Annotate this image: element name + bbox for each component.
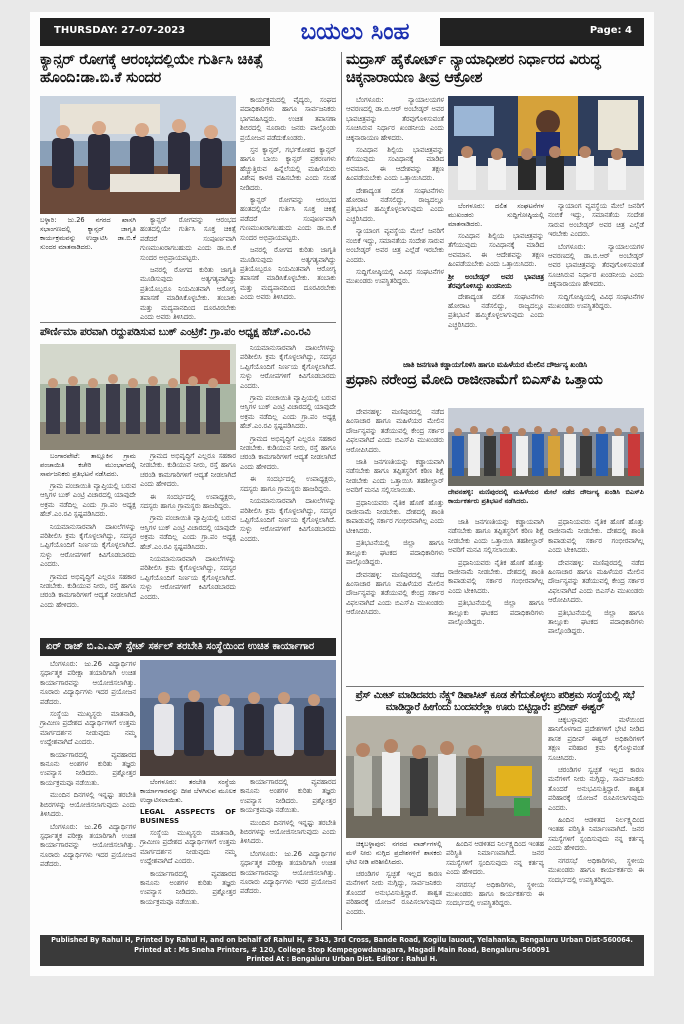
cancer-paragraph: ಜನರಲ್ಲಿ ರೋಗದ ಕುರಿತು ಜಾಗೃತಿ ಮೂಡಿಸುವುದು ಅತ್ಯಗತ್ಯವಾಗಿದ್ದು ಪ್ರತಿಯೊಬ್ಬರೂ ನಿಯಮಿತವಾಗಿ ಆರೋಗ್ಯ ತಪಾಸಣೆ ಮಾಡಿಸಿಕೊಳ್ಳಬೇಕು. ತಂಬಾಕು ಮತ್ತು ಮದ್ಯಪಾನದಿಂದ ದೂರವಿರಬೇಕು ಎಂದು ಅವರು ತಿಳಿಸಿದರು.: [140, 266, 236, 322]
flood-body-col2: [446, 840, 544, 930]
aps-paragraph: ಬೆಂಗಳೂರು: ಜು.26 ವಿದ್ಯಾರ್ಥಿಗಳ ಸ್ಪರ್ಧಾತ್ಮಕ ಪರೀಕ್ಷಾ ತಯಾರಿಗಾಗಿ ಉಚಿತ ಕಾರ್ಯಾಗಾರವನ್ನು ಆಯೋಜಿಸಲಾಗಿತ್ತು. ನೂರಾರು ವಿದ್ಯಾರ್ಥಿಗಳು ಇದರ ಪ್ರಯೋಜನ ಪಡೆದರು.: [40, 660, 136, 706]
gram-paragraph: ಈ ಸಂದರ್ಭದಲ್ಲಿ ಉಪಾಧ್ಯಕ್ಷರು, ಸದಸ್ಯರು ಹಾಗೂ ಗ್ರಾಮಸ್ಥರು ಹಾಜರಿದ್ದರು.: [240, 475, 336, 493]
madras-paragraph: ದೇಶಾದ್ಯಂತ ದಲಿತ ಸಂಘಟನೆಗಳು ಹೋರಾಟ ನಡೆಸಲಿದ್ದು, ರಾಜ್ಯದಲ್ಲೂ ಪ್ರತಿಭಟನೆ ಹಮ್ಮಿಕೊಳ್ಳಲಾಗುವುದು ಎಂದು ಎಚ್ಚರಿಸಿದರು.: [448, 292, 544, 329]
imprint-footer: [40, 935, 644, 966]
flood-headline: ಪ್ರೆಸ್ ಮೀಟ್ ಮಾಡಿದವರು ನೆಕ್ಸ್ಟ್ ಡಿಪಾಸಿಟ್ ಕೂಡ ತೆಗೆದುಕೊಳ್ಳಲು ಪರಿಶ್ರಮ ಸಂಸ್ಥೆಯಲ್ಲಿ ಸಭೆ ಮಾಡಿದ್ದಾರೆ ಹೀಗೆಂದು ಬಂದವರೆಲ್ಲಾ ಊರು ಬಿಟ್ಟಿದ್ದಾರೆ: ಪ್ರದೀಪ್ ಈಶ್ವರ್: [355, 690, 635, 713]
modi-body-col3: [548, 518, 644, 682]
madras-body-col1: [346, 96, 444, 356]
cancer-paragraph: ಸ್ತನ ಕ್ಯಾನ್ಸರ್, ಗರ್ಭಕೋಶದ ಕ್ಯಾನ್ಸರ್ ಹಾಗೂ ಬಾಯಿ ಕ್ಯಾನ್ಸರ್ ಪ್ರಕರಣಗಳು ಹೆಚ್ಚುತ್ತಿರುವ ಹಿನ್ನೆಲೆಯಲ್ಲಿ ಮಹಿಳೆಯರು ವಿಶೇಷ ಕಾಳಜಿ ವಹಿಸಬೇಕು ಎಂದು ಸಲಹೆ ನೀಡಿದರು.: [240, 146, 336, 192]
madras-paragraph: ಸುದ್ದಿಗೋಷ್ಠಿಯಲ್ಲಿ ವಿವಿಧ ಸಂಘಟನೆಗಳ ಮುಖಂಡರು ಉಪಸ್ಥಿತರಿದ್ದರು.: [346, 267, 444, 286]
cancer-caption: ಬಳ್ಳಾರಿ: ಜು.26 ನಗರದ ಖಾಸಗಿ ಸಭಾಂಗಣದಲ್ಲಿ ಕ್ಯಾನ್ಸರ್ ಜಾಗೃತಿ ಕಾರ್ಯಕ್ರಮವನ್ನು ಉದ್ಘಾಟಿಸಿ ಡಾ.ಬಿ.ಕೆ ಸುಂದರ ಮಾತನಾಡಿದರು.: [40, 216, 136, 251]
flood-paragraph: ನಗರಸಭೆ ಅಧಿಕಾರಿಗಳು, ಸ್ಥಳೀಯ ಮುಖಂಡರು ಹಾಗೂ ಕಾರ್ಯಕರ್ತರು ಈ ಸಂದರ್ಭದಲ್ಲಿ ಉಪಸ್ಥಿತರಿದ್ದರು.: [548, 856, 644, 884]
modi-paragraph: ಪ್ರಧಾನಿಯವರು ನೈತಿಕ ಹೊಣೆ ಹೊತ್ತು ರಾಜೀನಾಮೆ ನೀಡಬೇಕು. ದೇಶದಲ್ಲಿ ಶಾಂತಿ ಕಾಪಾಡುವಲ್ಲಿ ಸರ್ಕಾರ ಗಂಭೀರವಾಗಿಲ್ಲ ಎಂದು ಟೀಕಿಸಿದರು.: [548, 518, 644, 555]
aps-paragraph: ಬೆಂಗಳೂರು: ಜು.26 ವಿದ್ಯಾರ್ಥಿಗಳ ಸ್ಪರ್ಧಾತ್ಮಕ ಪರೀಕ್ಷಾ ತಯಾರಿಗಾಗಿ ಉಚಿತ ಕಾರ್ಯಾಗಾರವನ್ನು ಆಯೋಜಿಸಲಾಗಿತ್ತು. ನೂರಾರು ವಿದ್ಯಾರ್ಥಿಗಳು ಇದರ ಪ್ರಯೋಜನ ಪಡೆದರು.: [240, 849, 336, 896]
modi-paragraph: ಜಾತಿ ಜನಗಣತಿಯನ್ನು ಕಡ್ಡಾಯವಾಗಿ ನಡೆಸಬೇಕು ಹಾಗೂ ತಪ್ಪಿತಸ್ಥರಿಗೆ ಕಠಿಣ ಶಿಕ್ಷೆ ನೀಡಬೇಕು ಎಂದು ಒತ್ತಾಯಿಸಿ ತಹಶೀಲ್ದಾರ್ ಅವರಿಗೆ ಮನವಿ ಸಲ್ಲಿಸಲಾಯಿತು.: [346, 458, 444, 495]
gram-paragraph: ನಿಯಮಾನುಸಾರವಾಗಿ ದಾಖಲೆಗಳನ್ನು ಪರಿಶೀಲಿಸಿ ಕ್ರಮ ಕೈಗೊಳ್ಳಲಾಗಿದ್ದು, ಸದಸ್ಯರ ಒಪ್ಪಿಗೆಯೊಂದಿಗೆ ನಿರ್ಣಯ ಕೈಗೊಳ್ಳಲಾಗಿದೆ. ಸುಳ್ಳು ಆರೋಪಗಳಿಗೆ ಕಿವಿಗೊಡಬಾರದು ಎಂದರು.: [40, 522, 136, 569]
aps-subhead: LEGAL ASSPECTS OF BUSINESS: [140, 808, 236, 825]
gram-body-col1: [40, 452, 136, 632]
gram-paragraph: ಗ್ರಾಮದ ಅಭಿವೃದ್ಧಿಗೆ ಎಲ್ಲರೂ ಸಹಕಾರ ನೀಡಬೇಕು. ಕುಡಿಯುವ ನೀರು, ರಸ್ತೆ ಹಾಗೂ ಚರಂಡಿ ಕಾಮಗಾರಿಗಳಿಗೆ ಆದ್ಯತೆ ನೀಡಲಾಗಿದೆ ಎಂದು ಹೇಳಿದರು.: [40, 572, 136, 609]
cancer-paragraph: ಕ್ಯಾನ್ಸರ್ ರೋಗವನ್ನು ಆರಂಭದ ಹಂತದಲ್ಲಿಯೇ ಗುರ್ತಿಸಿ ಸೂಕ್ತ ಚಿಕಿತ್ಸೆ ಪಡೆದರೆ ಸಂಪೂರ್ಣವಾಗಿ ಗುಣಮುಖರಾಗಬಹುದು ಎಂದು ಡಾ.ಬಿ.ಕೆ ಸುಂದರ ಅಭಿಪ್ರಾಯಪಟ್ಟರು.: [240, 196, 336, 242]
modi-kicker: ಜಾತಿ ಜನಗಣತಿ ಕಡ್ಡಾಯಗೊಳಿಸಿ ಹಾಗೂ ಮಹಿಳೆಯರ ಮೇಲಿನ ದೌರ್ಜನ್ಯ ಖಂಡಿಸಿ: [403, 360, 587, 369]
aps-paragraph: ಸಂಸ್ಥೆಯ ಮುಖ್ಯಸ್ಥರು ಮಾತನಾಡಿ, ಗ್ರಾಮೀಣ ಪ್ರದೇಶದ ವಿದ್ಯಾರ್ಥಿಗಳಿಗೆ ಉತ್ತಮ ಮಾರ್ಗದರ್ಶನ ನೀಡುವುದು ನಮ್ಮ ಉದ್ದೇಶವಾಗಿದೆ ಎಂದರು.: [40, 710, 136, 747]
gram-paragraph: ಗ್ರಾಮ ಪಂಚಾಯಿತಿ ವ್ಯಾಪ್ತಿಯಲ್ಲಿ ಬರುವ ಆಸ್ತಿಗಳ ಬುಕ್ ಎಂಟ್ರಿ ವಿಚಾರದಲ್ಲಿ ಯಾವುದೇ ಅಕ್ರಮ ನಡೆದಿಲ್ಲ ಎಂದು ಗ್ರಾ.ಪಂ ಅಧ್ಯಕ್ಷ ಹೆಚ್.ಎಂ.ರವಿ ಸ್ಪಷ್ಟಪಡಿಸಿದರು.: [240, 394, 336, 431]
madras-paragraph: ಬೆಂಗಳೂರು: ನ್ಯಾಯಾಲಯಗಳ ಆವರಣದಲ್ಲಿ ಡಾ.ಬಿ.ಆರ್ ಅಂಬೇಡ್ಕರ್ ಅವರ ಭಾವಚಿತ್ರವನ್ನು ತೆರವುಗೊಳಿಸುವಂತೆ ಸೂಚಿಸಿರುವ ನಿರ್ಧಾರ ಖಂಡನೀಯ ಎಂದು ಚಿಕ್ಕನಾರಾಯಣ ಹೇಳಿದರು.: [548, 242, 644, 289]
flood-paragraph: ನಗರಸಭೆ ಅಧಿಕಾರಿಗಳು, ಸ್ಥಳೀಯ ಮುಖಂಡರು ಹಾಗೂ ಕಾರ್ಯಕರ್ತರು ಈ ಸಂದರ್ಭದಲ್ಲಿ ಉಪಸ್ಥಿತರಿದ್ದರು.: [446, 880, 544, 908]
paper-logo: ಬಯಲು ಸಿಂಹ: [270, 15, 440, 49]
flood-body-col3: [548, 716, 644, 930]
cancer-paragraph: ಜನರಲ್ಲಿ ರೋಗದ ಕುರಿತು ಜಾಗೃತಿ ಮೂಡಿಸುವುದು ಅತ್ಯಗತ್ಯವಾಗಿದ್ದು ಪ್ರತಿಯೊಬ್ಬರೂ ನಿಯಮಿತವಾಗಿ ಆರೋಗ್ಯ ತಪಾಸಣೆ ಮಾಡಿಸಿಕೊಳ್ಳಬೇಕು. ತಂಬಾಕು ಮತ್ತು ಮದ್ಯಪಾನದಿಂದ ದೂರವಿರಬೇಕು ಎಂದು ಅವರು ತಿಳಿಸಿದರು.: [240, 246, 336, 302]
divider: [346, 686, 644, 687]
modi-paragraph: ಪ್ರಧಾನಿಯವರು ನೈತಿಕ ಹೊಣೆ ಹೊತ್ತು ರಾಜೀನಾಮೆ ನೀಡಬೇಕು. ದೇಶದಲ್ಲಿ ಶಾಂತಿ ಕಾಪಾಡುವಲ್ಲಿ ಸರ್ಕಾರ ಗಂಭೀರವಾಗಿಲ್ಲ ಎಂದು ಟೀಕಿಸಿದರು.: [346, 498, 444, 535]
aps-body-col2: [140, 778, 236, 928]
gram-paragraph: ನಿಯಮಾನುಸಾರವಾಗಿ ದಾಖಲೆಗಳನ್ನು ಪರಿಶೀಲಿಸಿ ಕ್ರಮ ಕೈಗೊಳ್ಳಲಾಗಿದ್ದು, ಸದಸ್ಯರ ಒಪ್ಪಿಗೆಯೊಂದಿಗೆ ನಿರ್ಣಯ ಕೈಗೊಳ್ಳಲಾಗಿದೆ. ಸುಳ್ಳು ಆರೋಪಗಳಿಗೆ ಕಿವಿಗೊಡಬಾರದು ಎಂದರು.: [140, 555, 236, 601]
gram-paragraph: ಗ್ರಾಮ ಪಂಚಾಯಿತಿ ವ್ಯಾಪ್ತಿಯಲ್ಲಿ ಬರುವ ಆಸ್ತಿಗಳ ಬುಕ್ ಎಂಟ್ರಿ ವಿಚಾರದಲ್ಲಿ ಯಾವುದೇ ಅಕ್ರಮ ನಡೆದಿಲ್ಲ ಎಂದು ಗ್ರಾ.ಪಂ ಅಧ್ಯಕ್ಷ ಹೆಚ್.ಎಂ.ರವಿ ಸ್ಪಷ್ಟಪಡಿಸಿದರು.: [40, 482, 136, 519]
cancer-body-col3: [240, 96, 336, 318]
madras-body-col2: [448, 202, 544, 356]
cancer-paragraph: ಕ್ಯಾನ್ಸರ್ ರೋಗವನ್ನು ಆರಂಭದ ಹಂತದಲ್ಲಿಯೇ ಗುರ್ತಿಸಿ ಸೂಕ್ತ ಚಿಕಿತ್ಸೆ ಪಡೆದರೆ ಸಂಪೂರ್ಣವಾಗಿ ಗುಣಮುಖರಾಗಬಹುದು ಎಂದು ಡಾ.ಬಿ.ಕೆ ಸುಂದರ ಅಭಿಪ್ರಾಯಪಟ್ಟರು.: [140, 216, 236, 262]
gram-paragraph: ನಿಯಮಾನುಸಾರವಾಗಿ ದಾಖಲೆಗಳನ್ನು ಪರಿಶೀಲಿಸಿ ಕ್ರಮ ಕೈಗೊಳ್ಳಲಾಗಿದ್ದು, ಸದಸ್ಯರ ಒಪ್ಪಿಗೆಯೊಂದಿಗೆ ನಿರ್ಣಯ ಕೈಗೊಳ್ಳಲಾಗಿದೆ. ಸುಳ್ಳು ಆರೋಪಗಳಿಗೆ ಕಿವಿಗೊಡಬಾರದು ಎಂದರು.: [240, 497, 336, 543]
gram-paragraph: ನಿಯಮಾನುಸಾರವಾಗಿ ದಾಖಲೆಗಳನ್ನು ಪರಿಶೀಲಿಸಿ ಕ್ರಮ ಕೈಗೊಳ್ಳಲಾಗಿದ್ದು, ಸದಸ್ಯರ ಒಪ್ಪಿಗೆಯೊಂದಿಗೆ ನಿರ್ಣಯ ಕೈಗೊಳ್ಳಲಾಗಿದೆ. ಸುಳ್ಳು ಆರೋಪಗಳಿಗೆ ಕಿವಿಗೊಡಬಾರದು ಎಂದರು.: [240, 344, 336, 390]
page-number: Page: 4: [589, 25, 632, 36]
aps-paragraph: ಸಂಸ್ಥೆಯ ಮುಖ್ಯಸ್ಥರು ಮಾತನಾಡಿ, ಗ್ರಾಮೀಣ ಪ್ರದೇಶದ ವಿದ್ಯಾರ್ಥಿಗಳಿಗೆ ಉತ್ತಮ ಮಾರ್ಗದರ್ಶನ ನೀಡುವುದು ನಮ್ಮ ಉದ್ದೇಶವಾಗಿದೆ ಎಂದರು.: [140, 829, 236, 866]
aps-photo: [140, 660, 336, 776]
madras-paragraph: ಬೆಂಗಳೂರು: ನ್ಯಾಯಾಲಯಗಳ ಆವರಣದಲ್ಲಿ ಡಾ.ಬಿ.ಆರ್ ಅಂಬೇಡ್ಕರ್ ಅವರ ಭಾವಚಿತ್ರವನ್ನು ತೆರವುಗೊಳಿಸುವಂತೆ ಸೂಚಿಸಿರುವ ನಿರ್ಧಾರ ಖಂಡನೀಯ ಎಂದು ಚಿಕ್ಕನಾರಾಯಣ ಹೇಳಿದರು.: [346, 96, 444, 142]
aps-body-col1: [40, 660, 136, 928]
gram-caption: ಬಂಗಾರಪೇಟೆ: ತಾಲ್ಲೂಕಿನ ಗ್ರಾಮ ಪಂಚಾಯಿತಿ ಕಚೇರಿ ಮುಂಭಾಗದಲ್ಲಿ ಸಾರ್ವಜನಿಕರು ಪ್ರತಿಭಟನೆ ನಡೆಸಿದರು.: [40, 452, 136, 478]
gram-headline: ಪೌರ್ಣಿಮಾ ಪರವಾಗಿ ರದ್ದುಪಡಿಸುವ ಬುಕ್ ಎಂಟ್ರಿಕೆ: ಗ್ರಾ.ಪಂ ಅಧ್ಯಕ್ಷ ಹೆಚ್.ಎಂ.ರವಿ: [40, 326, 311, 338]
madras-headline: ಮದ್ರಾಸ್ ಹೈಕೋರ್ಟ್ ನ್ಯಾಯಾಧೀಶರ ನಿರ್ಧಾರದ ವಿರುದ್ಧ ಚಿಕ್ಕನಾರಾಯಣ ತೀವ್ರ ಆಕ್ರೋಶ: [346, 52, 601, 86]
masthead: [40, 18, 644, 46]
flood-caption: ಚಿಕ್ಕಬಳ್ಳಾಪುರ: ನಗರದ ವಾರ್ಡ್‌ಗಳಲ್ಲಿ ಮಳೆ ನೀರು ನುಗ್ಗಿದ ಪ್ರದೇಶಗಳಿಗೆ ಶಾಸಕರು ಭೇಟಿ ನೀಡಿ ಪರಿಶೀಲಿಸಿದರು.: [346, 840, 442, 866]
cancer-photo: [40, 96, 236, 214]
madras-paragraph: ಸಂವಿಧಾನ ಶಿಲ್ಪಿಯ ಭಾವಚಿತ್ರವನ್ನು ತೆಗೆಯುವುದು ಸಂವಿಧಾನಕ್ಕೆ ಮಾಡಿದ ಅವಮಾನ. ಈ ಆದೇಶವನ್ನು ತಕ್ಷಣ ಹಿಂಪಡೆಯಬೇಕು ಎಂದು ಒತ್ತಾಯಿಸಿದರು.: [346, 146, 444, 183]
divider: [40, 322, 336, 323]
aps-paragraph: ಮುಂದಿನ ದಿನಗಳಲ್ಲಿ ಇನ್ನಷ್ಟು ತರಬೇತಿ ಶಿಬಿರಗಳನ್ನು ಆಯೋಜಿಸಲಾಗುವುದು ಎಂದು ತಿಳಿಸಿದರು.: [240, 818, 336, 846]
madras-paragraph: ನ್ಯಾಯಾಂಗ ವ್ಯವಸ್ಥೆಯ ಮೇಲೆ ಜನರಿಗೆ ನಂಬಿಕೆ ಇದ್ದು, ಸಮಾನತೆಯ ಸಂದೇಶ ಸಾರುವ ಅಂಬೇಡ್ಕರ್ ಅವರ ಚಿತ್ರ ಎಲ್ಲೆಡೆ ಇರಬೇಕು ಎಂದರು.: [548, 202, 644, 239]
madras-caption: ಬೆಂಗಳೂರು: ದಲಿತ ಸಂಘಟನೆಗಳ ಮುಖಂಡರು ಸುದ್ದಿಗೋಷ್ಠಿಯಲ್ಲಿ ಮಾತನಾಡಿದರು.: [448, 202, 544, 228]
flood-paragraph: ಚರಂಡಿಗಳ ಸ್ವಚ್ಛತೆ ಇಲ್ಲದ ಕಾರಣ ಮನೆಗಳಿಗೆ ನೀರು ನುಗ್ಗಿದ್ದು, ಸಾರ್ವಜನಿಕರು ತೊಂದರೆ ಅನುಭವಿಸುತ್ತಿದ್ದಾರೆ. ಶಾಶ್ವತ ಪರಿಹಾರಕ್ಕೆ ಯೋಜನೆ ರೂಪಿಸಲಾಗುವುದು ಎಂದರು.: [548, 766, 644, 812]
madras-body-col3: [548, 202, 644, 356]
madras-subhead: ಶ್ರೀ ಅಂಬೇಡ್ಕರ್ ಅವರ ಭಾವಚಿತ್ರ ತೆರವುಗೊಳಿಸಿದ್ದು ಖಂಡನೀಯ: [448, 272, 544, 290]
flood-paragraph: ಹಿಂದಿನ ಆಡಳಿತದ ನಿರ್ಲಕ್ಷ್ಯದಿಂದ ಇಂತಹ ಪರಿಸ್ಥಿತಿ ನಿರ್ಮಾಣವಾಗಿದೆ. ಜನರ ಸಮಸ್ಯೆಗಳಿಗೆ ಸ್ಪಂದಿಸುವುದು ನನ್ನ ಕರ್ತವ್ಯ ಎಂದು ಹೇಳಿದರು.: [548, 816, 644, 853]
modi-paragraph: ದೇವನಹಳ್ಳಿ: ಮಣಿಪುರದಲ್ಲಿ ನಡೆದ ಹಿಂಸಾಚಾರ ಹಾಗೂ ಮಹಿಳೆಯರ ಮೇಲಿನ ದೌರ್ಜನ್ಯವನ್ನು ತಡೆಯುವಲ್ಲಿ ಕೇಂದ್ರ ಸರ್ಕಾರ ವಿಫಲವಾಗಿದೆ ಎಂದು ಬಿಎಸ್‌ಪಿ ಮುಖಂಡರು ಆರೋಪಿಸಿದರು.: [548, 558, 644, 605]
modi-body-col1: [346, 408, 444, 682]
madras-photo: [448, 96, 644, 200]
modi-body-col2: [448, 518, 544, 682]
aps-paragraph: ಕಾರ್ಯಾಗಾರದಲ್ಲಿ ವ್ಯವಹಾರದ ಕಾನೂನು ಅಂಶಗಳ ಕುರಿತು ತಜ್ಞರು ಉಪನ್ಯಾಸ ನೀಡಿದರು. ಪ್ರಶ್ನೋತ್ತರ ಕಾರ್ಯಕ್ರಮವೂ ನಡೆಯಿತು.: [40, 750, 136, 787]
cancer-paragraph: ಕಾರ್ಯಕ್ರಮದಲ್ಲಿ ವೈದ್ಯರು, ಸಂಘದ ಪದಾಧಿಕಾರಿಗಳು ಹಾಗೂ ಸಾರ್ವಜನಿಕರು ಭಾಗವಹಿಸಿದ್ದರು. ಉಚಿತ ತಪಾಸಣಾ ಶಿಬಿರದಲ್ಲಿ ನೂರಾರು ಜನರು ಪಾಲ್ಗೊಂಡು ಪ್ರಯೋಜನ ಪಡೆದುಕೊಂಡರು.: [240, 96, 336, 142]
gram-paragraph: ಗ್ರಾಮ ಪಂಚಾಯಿತಿ ವ್ಯಾಪ್ತಿಯಲ್ಲಿ ಬರುವ ಆಸ್ತಿಗಳ ಬುಕ್ ಎಂಟ್ರಿ ವಿಚಾರದಲ್ಲಿ ಯಾವುದೇ ಅಕ್ರಮ ನಡೆದಿಲ್ಲ ಎಂದು ಗ್ರಾ.ಪಂ ಅಧ್ಯಕ್ಷ ಹೆಚ್.ಎಂ.ರವಿ ಸ್ಪಷ್ಟಪಡಿಸಿದರು.: [140, 514, 236, 551]
aps-paragraph: ಬೆಂಗಳೂರು: ಜು.26 ವಿದ್ಯಾರ್ಥಿಗಳ ಸ್ಪರ್ಧಾತ್ಮಕ ಪರೀಕ್ಷಾ ತಯಾರಿಗಾಗಿ ಉಚಿತ ಕಾರ್ಯಾಗಾರವನ್ನು ಆಯೋಜಿಸಲಾಗಿತ್ತು. ನೂರಾರು ವಿದ್ಯಾರ್ಥಿಗಳು ಇದರ ಪ್ರಯೋಜನ ಪಡೆದರು.: [40, 822, 136, 869]
modi-paragraph: ಪ್ರತಿಭಟನೆಯಲ್ಲಿ ಜಿಲ್ಲಾ ಹಾಗೂ ತಾಲ್ಲೂಕು ಘಟಕದ ಪದಾಧಿಕಾರಿಗಳು ಪಾಲ್ಗೊಂಡಿದ್ದರು.: [548, 608, 644, 636]
modi-paragraph: ಪ್ರತಿಭಟನೆಯಲ್ಲಿ ಜಿಲ್ಲಾ ಹಾಗೂ ತಾಲ್ಲೂಕು ಘಟಕದ ಪದಾಧಿಕಾರಿಗಳು ಪಾಲ್ಗೊಂಡಿದ್ದರು.: [448, 599, 544, 627]
gram-paragraph: ಗ್ರಾಮದ ಅಭಿವೃದ್ಧಿಗೆ ಎಲ್ಲರೂ ಸಹಕಾರ ನೀಡಬೇಕು. ಕುಡಿಯುವ ನೀರು, ರಸ್ತೆ ಹಾಗೂ ಚರಂಡಿ ಕಾಮಗಾರಿಗಳಿಗೆ ಆದ್ಯತೆ ನೀಡಲಾಗಿದೆ ಎಂದು ಹೇಳಿದರು.: [140, 452, 236, 489]
modi-paragraph: ಜಾತಿ ಜನಗಣತಿಯನ್ನು ಕಡ್ಡಾಯವಾಗಿ ನಡೆಸಬೇಕು ಹಾಗೂ ತಪ್ಪಿತಸ್ಥರಿಗೆ ಕಠಿಣ ಶಿಕ್ಷೆ ನೀಡಬೇಕು ಎಂದು ಒತ್ತಾಯಿಸಿ ತಹಶೀಲ್ದಾರ್ ಅವರಿಗೆ ಮನವಿ ಸಲ್ಲಿಸಲಾಯಿತು.: [448, 518, 544, 555]
column-divider: [341, 52, 342, 930]
flood-paragraph: ಚರಂಡಿಗಳ ಸ್ವಚ್ಛತೆ ಇಲ್ಲದ ಕಾರಣ ಮನೆಗಳಿಗೆ ನೀರು ನುಗ್ಗಿದ್ದು, ಸಾರ್ವಜನಿಕರು ತೊಂದರೆ ಅನುಭವಿಸುತ್ತಿದ್ದಾರೆ. ಶಾಶ್ವತ ಪರಿಹಾರಕ್ಕೆ ಯೋಜನೆ ರೂಪಿಸಲಾಗುವುದು ಎಂದರು.: [346, 870, 442, 916]
madras-paragraph: ದೇಶಾದ್ಯಂತ ದಲಿತ ಸಂಘಟನೆಗಳು ಹೋರಾಟ ನಡೆಸಲಿದ್ದು, ರಾಜ್ಯದಲ್ಲೂ ಪ್ರತಿಭಟನೆ ಹಮ್ಮಿಕೊಳ್ಳಲಾಗುವುದು ಎಂದು ಎಚ್ಚರಿಸಿದರು.: [346, 186, 444, 223]
gram-body-col2: [140, 452, 236, 632]
cancer-body-col2: [140, 216, 236, 322]
aps-body-col3: [240, 778, 336, 928]
modi-photo: [448, 408, 644, 486]
flood-paragraph: ಚಿಕ್ಕಬಳ್ಳಾಪುರ: ಮಳೆಯಿಂದ ಹಾನಿಗೊಳಗಾದ ಪ್ರದೇಶಗಳಿಗೆ ಭೇಟಿ ನೀಡಿದ ಶಾಸಕ ಪ್ರದೀಪ್ ಈಶ್ವರ್ ಅಧಿಕಾರಿಗಳಿಗೆ ತಕ್ಷಣ ಪರಿಹಾರ ಕ್ರಮ ಕೈಗೊಳ್ಳುವಂತೆ ಸೂಚಿಸಿದರು.: [548, 716, 644, 762]
gram-paragraph: ಗ್ರಾಮದ ಅಭಿವೃದ್ಧಿಗೆ ಎಲ್ಲರೂ ಸಹಕಾರ ನೀಡಬೇಕು. ಕುಡಿಯುವ ನೀರು, ರಸ್ತೆ ಹಾಗೂ ಚರಂಡಿ ಕಾಮಗಾರಿಗಳಿಗೆ ಆದ್ಯತೆ ನೀಡಲಾಗಿದೆ ಎಂದು ಹೇಳಿದರು.: [240, 434, 336, 471]
madras-paragraph: ನ್ಯಾಯಾಂಗ ವ್ಯವಸ್ಥೆಯ ಮೇಲೆ ಜನರಿಗೆ ನಂಬಿಕೆ ಇದ್ದು, ಸಮಾನತೆಯ ಸಂದೇಶ ಸಾರುವ ಅಂಬೇಡ್ಕರ್ ಅವರ ಚಿತ್ರ ಎಲ್ಲೆಡೆ ಇರಬೇಕು ಎಂದರು.: [346, 227, 444, 264]
gram-body-col3: [240, 344, 336, 632]
aps-paragraph: ಕಾರ್ಯಾಗಾರದಲ್ಲಿ ವ್ಯವಹಾರದ ಕಾನೂನು ಅಂಶಗಳ ಕುರಿತು ತಜ್ಞರು ಉಪನ್ಯಾಸ ನೀಡಿದರು. ಪ್ರಶ್ನೋತ್ತರ ಕಾರ್ಯಕ್ರಮವೂ ನಡೆಯಿತು.: [240, 778, 336, 815]
aps-headline: ಏರ್ ರಾಜ್ ಬಿ.ಎ.ಎಸ್ ಸ್ಟೇಟ್ ಸರ್ಕಲ್ ತರಬೇತಿ ಸಂಸ್ಥೆಯಿಂದ ಉಚಿತ ಕಾರ್ಯಾಗಾರ: [40, 638, 336, 656]
aps-caption: ಬೆಂಗಳೂರು: ತರಬೇತಿ ಸಂಸ್ಥೆಯ ಕಾರ್ಯಾಗಾರವನ್ನು ದೀಪ ಬೆಳಗಿಸುವ ಮೂಲಕ ಉದ್ಘಾಟಿಸಲಾಯಿತು.: [140, 778, 236, 804]
modi-paragraph: ಪ್ರತಿಭಟನೆಯಲ್ಲಿ ಜಿಲ್ಲಾ ಹಾಗೂ ತಾಲ್ಲೂಕು ಘಟಕದ ಪದಾಧಿಕಾರಿಗಳು ಪಾಲ್ಗೊಂಡಿದ್ದರು.: [346, 539, 444, 567]
modi-paragraph: ಪ್ರಧಾನಿಯವರು ನೈತಿಕ ಹೊಣೆ ಹೊತ್ತು ರಾಜೀನಾಮೆ ನೀಡಬೇಕು. ದೇಶದಲ್ಲಿ ಶಾಂತಿ ಕಾಪಾಡುವಲ್ಲಿ ಸರ್ಕಾರ ಗಂಭೀರವಾಗಿಲ್ಲ ಎಂದು ಟೀಕಿಸಿದರು.: [448, 558, 544, 595]
gram-photo: [40, 344, 236, 450]
modi-caption: ದೇವನಹಳ್ಳಿ: ಮಣಿಪುರದಲ್ಲಿ ಮಹಿಳೆಯರ ಮೇಲೆ ನಡೆದ ದೌರ್ಜನ್ಯ ಖಂಡಿಸಿ ಬಿಎಸ್‌ಪಿ ಕಾರ್ಯಕರ್ತರು ಪ್ರತಿಭಟನೆ ನಡೆಸಿದರು.: [448, 488, 644, 505]
modi-paragraph: ದೇವನಹಳ್ಳಿ: ಮಣಿಪುರದಲ್ಲಿ ನಡೆದ ಹಿಂಸಾಚಾರ ಹಾಗೂ ಮಹಿಳೆಯರ ಮೇಲಿನ ದೌರ್ಜನ್ಯವನ್ನು ತಡೆಯುವಲ್ಲಿ ಕೇಂದ್ರ ಸರ್ಕಾರ ವಿಫಲವಾಗಿದೆ ಎಂದು ಬಿಎಸ್‌ಪಿ ಮುಖಂಡರು ಆರೋಪಿಸಿದರು.: [346, 570, 444, 617]
aps-paragraph: ಕಾರ್ಯಾಗಾರದಲ್ಲಿ ವ್ಯವಹಾರದ ಕಾನೂನು ಅಂಶಗಳ ಕುರಿತು ತಜ್ಞರು ಉಪನ್ಯಾಸ ನೀಡಿದರು. ಪ್ರಶ್ನೋತ್ತರ ಕಾರ್ಯಕ್ರಮವೂ ನಡೆಯಿತು.: [140, 869, 236, 906]
modi-paragraph: ದೇವನಹಳ್ಳಿ: ಮಣಿಪುರದಲ್ಲಿ ನಡೆದ ಹಿಂಸಾಚಾರ ಹಾಗೂ ಮಹಿಳೆಯರ ಮೇಲಿನ ದೌರ್ಜನ್ಯವನ್ನು ತಡೆಯುವಲ್ಲಿ ಕೇಂದ್ರ ಸರ್ಕಾರ ವಿಫಲವಾಗಿದೆ ಎಂದು ಬಿಎಸ್‌ಪಿ ಮುಖಂಡರು ಆರೋಪಿಸಿದರು.: [346, 408, 444, 454]
cancer-headline: ಕ್ಯಾನ್ಸರ್ ರೋಗಕ್ಕೆ ಆರಂಭದಲ್ಲಿಯೇ ಗುರ್ತಿಸಿ ಚಿಕಿತ್ಸೆ ಹೊಂದಿ:ಡಾ.ಬಿ.ಕೆ ಸುಂದರ: [40, 52, 263, 86]
modi-headline: ಪ್ರಧಾನಿ ನರೇಂದ್ರ ಮೋದಿ ರಾಜೀನಾಮೆಗೆ ಬಿಎಸ್‌ಪಿ ಒತ್ತಾಯ: [346, 372, 603, 388]
imprint-printer: Printed at : Ms Sneha Printers, # 120, College Stop Kempegowdanagara, Magadi Main Road, Bengaluru-560091: [134, 945, 550, 954]
issue-date: THURSDAY: 27-07-2023: [54, 25, 186, 36]
imprint-editor: Printed At : Bengaluru Urban Dist. Editor : Rahul H.: [246, 955, 438, 964]
madras-paragraph: ಸಂವಿಧಾನ ಶಿಲ್ಪಿಯ ಭಾವಚಿತ್ರವನ್ನು ತೆಗೆಯುವುದು ಸಂವಿಧಾನಕ್ಕೆ ಮಾಡಿದ ಅವಮಾನ. ಈ ಆದೇಶವನ್ನು ತಕ್ಷಣ ಹಿಂಪಡೆಯಬೇಕು ಎಂದು ಒತ್ತಾಯಿಸಿದರು.: [448, 232, 544, 269]
aps-paragraph: ಮುಂದಿನ ದಿನಗಳಲ್ಲಿ ಇನ್ನಷ್ಟು ತರಬೇತಿ ಶಿಬಿರಗಳನ್ನು ಆಯೋಜಿಸಲಾಗುವುದು ಎಂದು ತಿಳಿಸಿದರು.: [40, 791, 136, 819]
flood-paragraph: ಹಿಂದಿನ ಆಡಳಿತದ ನಿರ್ಲಕ್ಷ್ಯದಿಂದ ಇಂತಹ ಪರಿಸ್ಥಿತಿ ನಿರ್ಮಾಣವಾಗಿದೆ. ಜನರ ಸಮಸ್ಯೆಗಳಿಗೆ ಸ್ಪಂದಿಸುವುದು ನನ್ನ ಕರ್ತವ್ಯ ಎಂದು ಹೇಳಿದರು.: [446, 840, 544, 877]
flood-body-col1: [346, 840, 442, 930]
madras-paragraph: ಸುದ್ದಿಗೋಷ್ಠಿಯಲ್ಲಿ ವಿವಿಧ ಸಂಘಟನೆಗಳ ಮುಖಂಡರು ಉಪಸ್ಥಿತರಿದ್ದರು.: [548, 292, 644, 311]
imprint-publisher: Published By Rahul H, Printed by Rahul H, and on behalf of Rahul H, # 343, 3rd Cross, Bande Road, Kogilu lauout, Yelahanka, Bengaluru Urban Dist-560064.: [51, 936, 633, 944]
flood-photo: [346, 716, 542, 838]
gram-paragraph: ಈ ಸಂದರ್ಭದಲ್ಲಿ ಉಪಾಧ್ಯಕ್ಷರು, ಸದಸ್ಯರು ಹಾಗೂ ಗ್ರಾಮಸ್ಥರು ಹಾಜರಿದ್ದರು.: [140, 492, 236, 511]
